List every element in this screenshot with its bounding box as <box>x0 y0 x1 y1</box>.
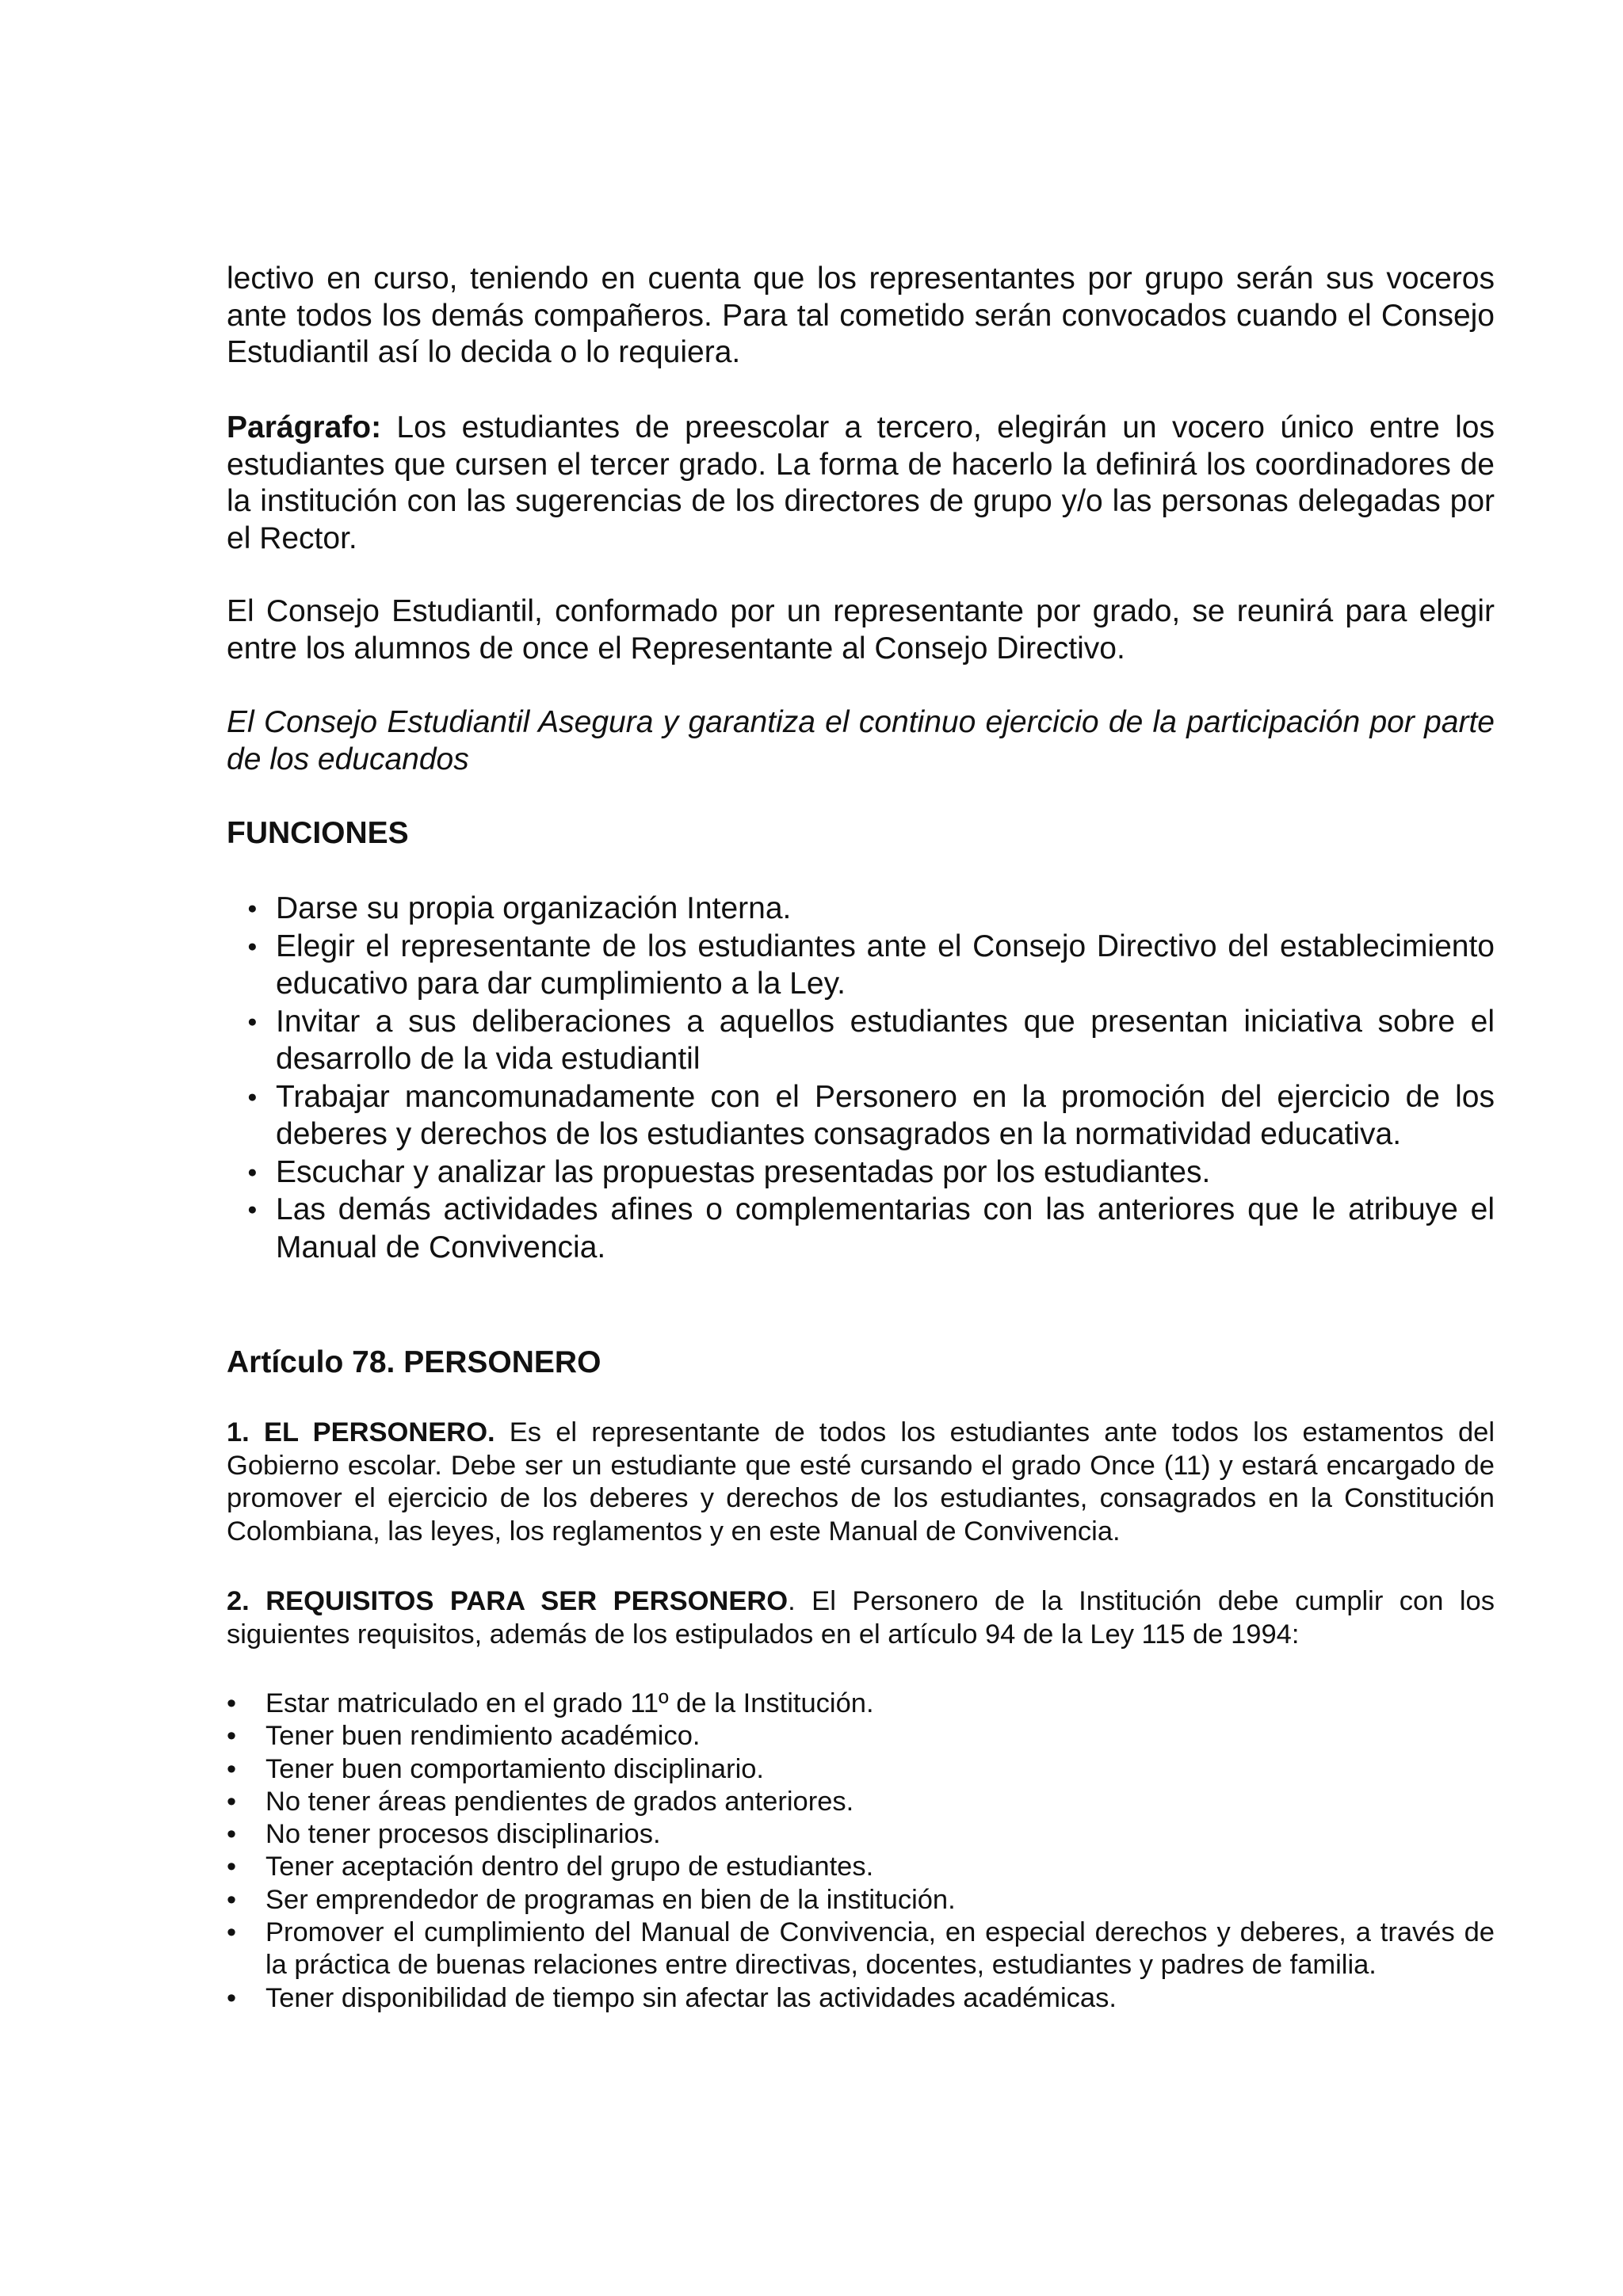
italic-block <box>227 704 1495 778</box>
list-item: • Promover el cumplimiento del Manual de Convivencia, en especial derechos y deberes, a través de la práctica de buenas relaciones entre directivas, docentes, estudiantes y padres de familia. <box>227 1917 1495 1982</box>
requisitos-list-block <box>227 1688 1495 2015</box>
consejo-block <box>227 593 1495 667</box>
funciones-list <box>227 890 1495 1266</box>
list-item: • Estar matriculado en el grado 11º de la Institución. <box>227 1688 1495 1720</box>
list-item: • Tener buen comportamiento disciplinario. <box>227 1753 1495 1786</box>
articulo-heading-block <box>227 1344 1495 1381</box>
intro-paragraph: lectivo en curso, teniendo en cuenta que los representantes por grupo serán sus voceros ante todos los demás compañeros. Para tal cometido serán convocados cuando el Consejo Estudiantil así lo decida o lo requiera. <box>227 261 1495 369</box>
personero-label: 1. EL PERSONERO. <box>227 1417 495 1447</box>
consejo-paragraph: El Consejo Estudiantil, conformado por un representante por grado, se reunirá para elegir entre los alumnos de once el Representante al Consejo Directivo. <box>227 594 1495 666</box>
paragrafo-label: Parágrafo: <box>227 410 382 444</box>
list-item: ● Elegir el representante de los estudiantes ante el Consejo Directivo del establecimiento educativo para dar cumplimiento a la Ley. <box>227 928 1495 1003</box>
paragrafo-block <box>227 410 1495 557</box>
personero-paragraph <box>227 1417 1495 1548</box>
list-item: • No tener áreas pendientes de grados anteriores. <box>227 1786 1495 1818</box>
list-item: • Tener buen rendimiento académico. <box>227 1720 1495 1753</box>
list-item: • Tener disponibilidad de tiempo sin afectar las actividades académicas. <box>227 1982 1495 2015</box>
list-item: • Tener aceptación dentro del grupo de estudiantes. <box>227 1851 1495 1883</box>
articulo-heading: Artículo 78. PERSONERO <box>227 1345 601 1379</box>
funciones-list-block <box>227 890 1495 1266</box>
requisitos-paragraph <box>227 1585 1495 1651</box>
italic-paragraph: El Consejo Estudiantil Asegura y garantiza el continuo ejercicio de la participación por parte de los educandos <box>227 705 1495 776</box>
paragrafo-text: Los estudiantes de preescolar a tercero, elegirán un vocero único entre los estudiantes que cursen el tercer grado. La forma de hacerlo la definirá los coordinadores de la institución con las sugerencias de los directores de grupo y/o las personas delegadas por el Rector. <box>227 410 1495 555</box>
funciones-heading: FUNCIONES <box>227 816 409 850</box>
list-item: ● Trabajar mancomunadamente con el Personero en la promoción del ejercicio de los deberes y derechos de los estudiantes consagrados en la normatividad educativa. <box>227 1078 1495 1154</box>
paragrafo-paragraph <box>227 410 1495 557</box>
requisitos-text: . El Personero de la Institución debe cumplir con los siguientes requisitos, además de los estipulados en el artículo 94 de la Ley 115 de 1994: <box>227 1586 1495 1650</box>
personero-text: Es el representante de todos los estudiantes ante todos los estamentos del Gobierno escolar. Debe ser un estudiante que esté cursando el grado Once (11) y estará encargado de promover el ejercicio de los deberes y derechos de los estudiantes, consagrados en la Constitución Colombiana, las leyes, los reglamentos y en este Manual de Convivencia. <box>227 1417 1495 1547</box>
list-item: ● Darse su propia organización Interna. <box>227 890 1495 928</box>
list-item: • No tener procesos disciplinarios. <box>227 1818 1495 1851</box>
list-item: ● Las demás actividades afines o complementarias con las anteriores que le atribuye el Manual de Convivencia. <box>227 1191 1495 1266</box>
personero-section-block <box>227 1417 1495 1548</box>
requisitos-list <box>227 1688 1495 2015</box>
requisitos-section-block <box>227 1585 1495 1651</box>
intro-paragraph-block <box>227 261 1495 372</box>
list-item: • Ser emprendedor de programas en bien de la institución. <box>227 1884 1495 1917</box>
list-item: ● Escuchar y analizar las propuestas presentadas por los estudiantes. <box>227 1154 1495 1192</box>
requisitos-label: 2. REQUISITOS PARA SER PERSONERO <box>227 1586 789 1616</box>
list-item: ● Invitar a sus deliberaciones a aquellos estudiantes que presentan iniciativa sobre el desarrollo de la vida estudiantil <box>227 1003 1495 1078</box>
funciones-heading-block <box>227 815 1495 852</box>
